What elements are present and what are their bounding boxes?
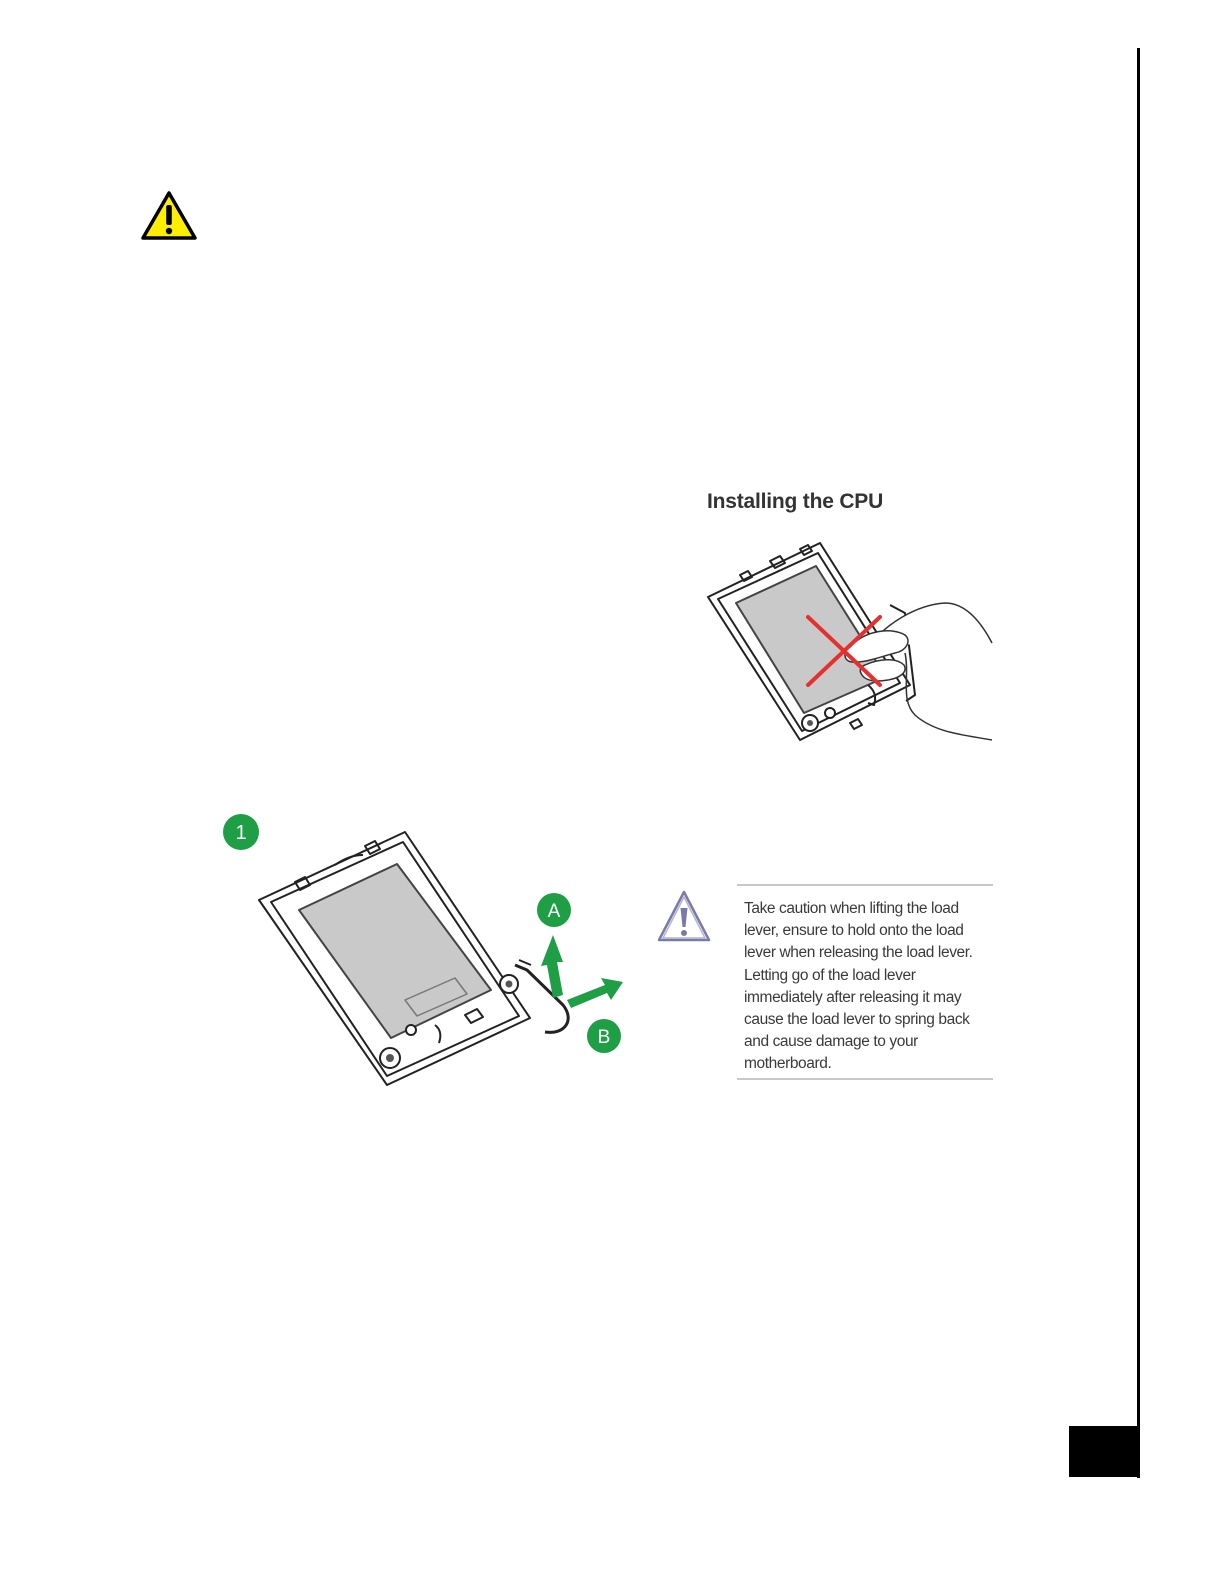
caution-note-text: Take caution when lifting the load lever, ensure to hold onto the load lever when releasing the load lever. Letting go of the load lever immediately after releasing it may cause the load lever to spring back and cause damage to your motherboard.	[744, 900, 973, 1073]
arrow-a-badge	[537, 893, 571, 927]
step1-load-lever-illustration	[215, 810, 635, 1095]
caution-triangle-icon	[655, 888, 713, 944]
caution-note-box	[737, 884, 993, 1080]
svg-text:1: 1	[235, 822, 247, 844]
no-touch-socket-illustration	[700, 535, 1000, 750]
section-title: Installing the CPU	[707, 490, 884, 513]
warning-triangle-icon	[140, 190, 198, 242]
page-edge-rule	[1137, 48, 1140, 1478]
step-number-badge	[223, 814, 259, 850]
svg-text:A: A	[547, 901, 561, 922]
page-number-tab	[1069, 1426, 1140, 1477]
arrow-b-badge	[587, 1019, 621, 1053]
svg-text:B: B	[597, 1027, 611, 1048]
